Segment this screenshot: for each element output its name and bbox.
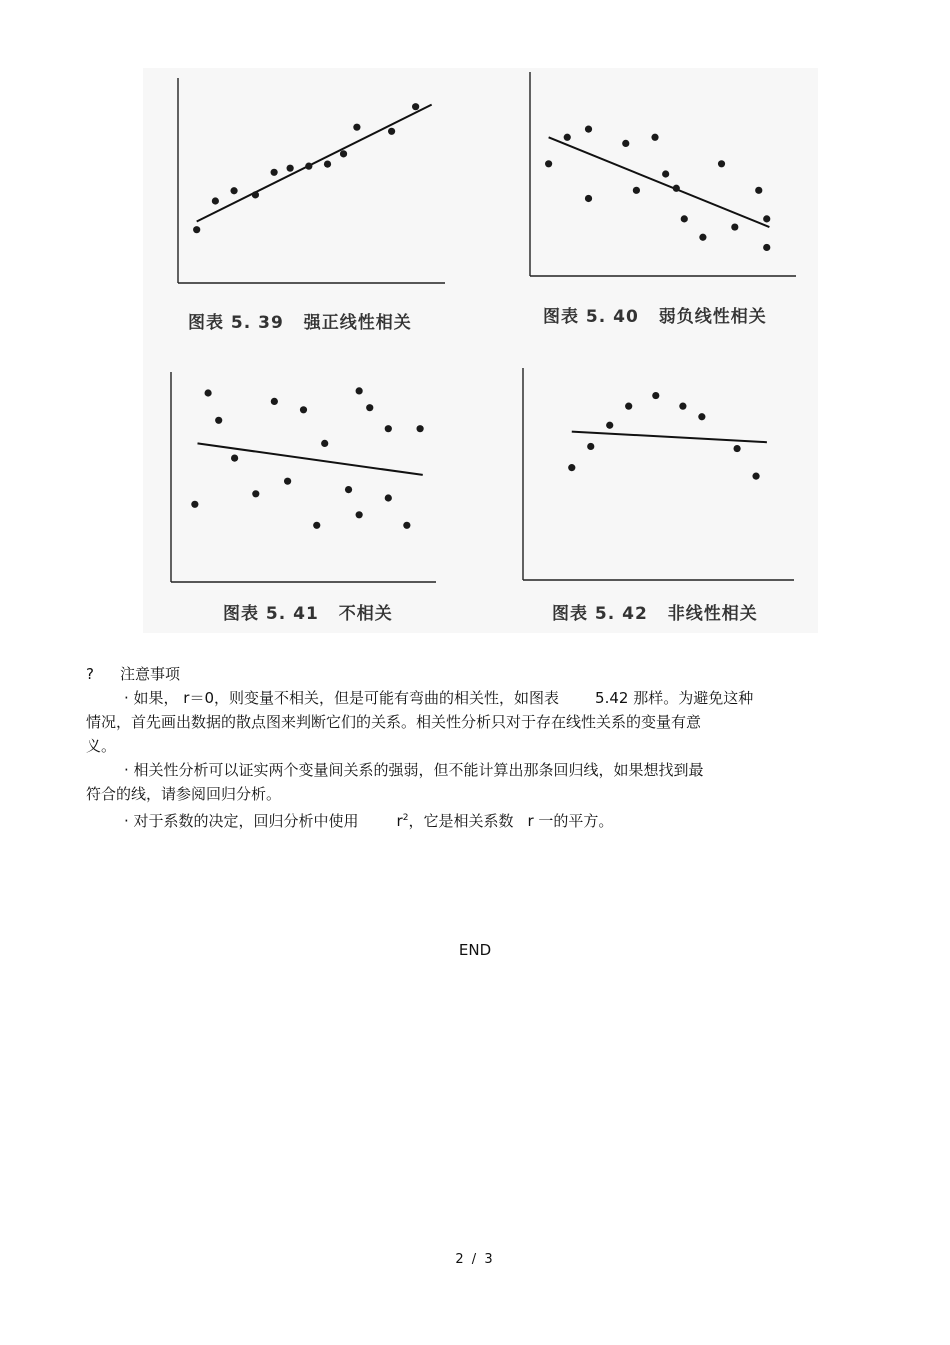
data-point	[252, 490, 259, 497]
p3-r: r	[396, 812, 403, 830]
data-point	[412, 103, 419, 110]
trend-line	[197, 105, 432, 222]
data-point	[763, 244, 770, 251]
data-point	[353, 124, 360, 131]
data-point	[673, 185, 680, 192]
data-point	[651, 134, 658, 141]
trend-line	[572, 432, 767, 443]
p1-text-b: 5.42 那样。为避免这种	[595, 689, 754, 707]
data-point	[388, 128, 395, 135]
data-point	[622, 140, 629, 147]
caption-label: 非线性相关	[667, 604, 758, 624]
notes-section	[86, 662, 886, 833]
caption-number: 图表 5. 42	[552, 604, 648, 624]
data-point	[698, 413, 705, 420]
data-point	[625, 403, 632, 410]
paragraph-1-line-2: 情况，首先画出数据的散点图来判断它们的关系。相关性分析只对于存在线性关系的变量有意	[86, 713, 702, 731]
data-point	[191, 501, 198, 508]
data-point	[205, 389, 212, 396]
paragraph-1-line-3: 义。	[86, 737, 117, 755]
data-point	[587, 443, 594, 450]
data-point	[321, 440, 328, 447]
caption-label: 不相关	[338, 604, 393, 624]
paragraph-1-line-1	[86, 686, 886, 710]
heading-marker: ?	[86, 665, 94, 683]
paragraph-3	[86, 806, 886, 833]
data-point	[718, 160, 725, 167]
data-point	[385, 425, 392, 432]
data-point	[417, 425, 424, 432]
data-point	[215, 417, 222, 424]
data-point	[385, 494, 392, 501]
caption-5-41	[223, 599, 393, 624]
paragraph-2-line-1: · 相关性分析可以证实两个变量间关系的强弱，但不能计算出那条回归线，如果想找到最	[124, 761, 704, 779]
p3-superscript: 2	[402, 813, 409, 823]
data-point	[752, 473, 759, 480]
data-point	[356, 511, 363, 518]
data-point	[633, 187, 640, 194]
caption-number: 图表 5. 40	[543, 307, 639, 327]
data-point	[305, 163, 312, 170]
data-point	[585, 126, 592, 133]
paragraph-2-line-2: 符合的线，请参阅回归分析。	[86, 785, 282, 803]
p3-text-c: r 一的平方。	[527, 812, 614, 830]
caption-5-39	[188, 308, 412, 333]
notes-heading-row	[86, 662, 886, 686]
figure-scatter-charts	[143, 68, 818, 633]
data-point	[585, 195, 592, 202]
data-point	[193, 226, 200, 233]
caption-number: 图表 5. 39	[188, 313, 284, 333]
data-point	[324, 161, 331, 168]
data-point	[403, 522, 410, 529]
data-point	[763, 215, 770, 222]
trend-line	[549, 137, 770, 227]
data-point	[564, 134, 571, 141]
data-point	[284, 478, 291, 485]
data-point	[662, 170, 669, 177]
data-point	[366, 404, 373, 411]
data-point	[313, 522, 320, 529]
caption-5-42	[552, 599, 758, 624]
data-point	[545, 160, 552, 167]
data-point	[271, 398, 278, 405]
caption-label: 弱负线性相关	[658, 307, 767, 327]
notes-heading: 注意事项	[120, 665, 181, 683]
data-point	[679, 403, 686, 410]
data-point	[231, 455, 238, 462]
caption-5-40	[543, 302, 767, 327]
caption-number: 图表 5. 41	[223, 604, 319, 624]
data-point	[287, 165, 294, 172]
caption-label: 强正线性相关	[303, 313, 412, 333]
p3-text-b: ，它是相关系数	[408, 812, 514, 830]
data-point	[699, 234, 706, 241]
data-point	[230, 187, 237, 194]
p3-text-a: · 对于系数的决定，回归分析中使用	[124, 812, 359, 830]
p1-text-a: · 如果， r＝0，则变量不相关，但是可能有弯曲的相关性，如图表	[124, 689, 560, 707]
figure-panel	[143, 68, 818, 633]
data-point	[340, 150, 347, 157]
data-point	[731, 223, 738, 230]
data-point	[356, 387, 363, 394]
data-point	[755, 187, 762, 194]
data-point	[652, 392, 659, 399]
data-point	[300, 406, 307, 413]
data-point	[733, 445, 740, 452]
data-point	[252, 191, 259, 198]
data-point	[212, 197, 219, 204]
data-point	[568, 464, 575, 471]
data-point	[681, 215, 688, 222]
data-point	[345, 486, 352, 493]
end-label: END	[458, 941, 492, 959]
data-point	[271, 169, 278, 176]
data-point	[606, 422, 613, 429]
page-number: 2 / 3	[455, 1252, 495, 1267]
